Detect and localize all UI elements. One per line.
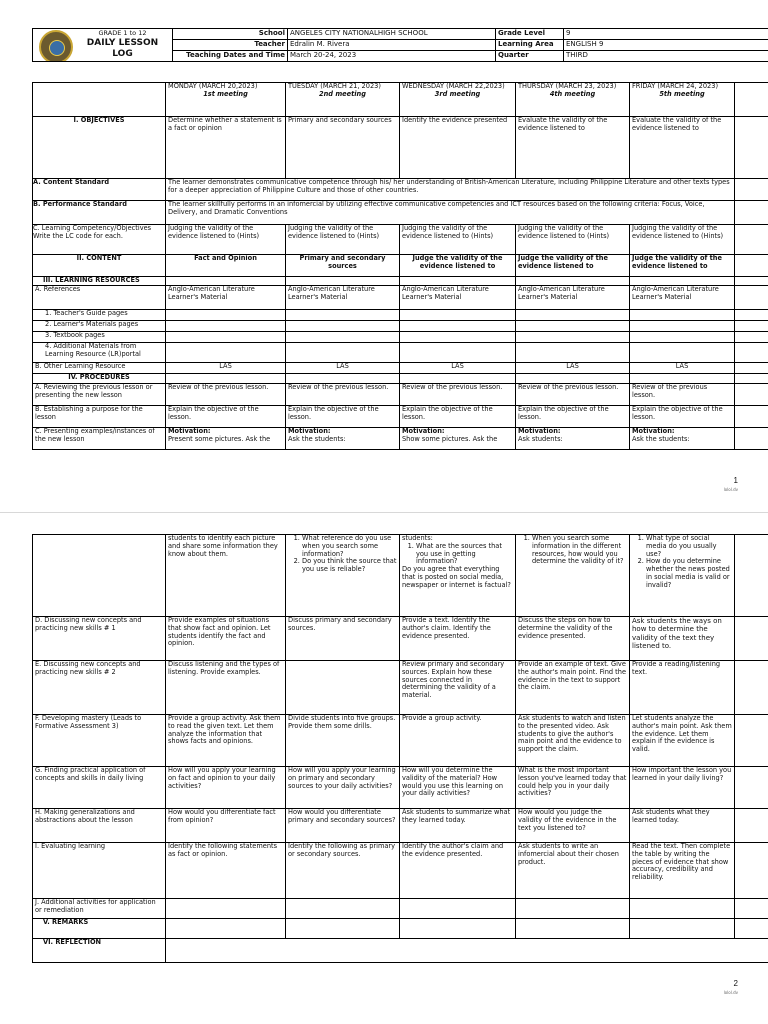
cell: Review of the previous lesson. [286, 384, 400, 406]
am-row [33, 343, 768, 363]
blank-cell [735, 843, 768, 899]
content-standard-text: The learner demonstrates communicative competence through his/ her understanding of British-American Literature, including Philippine Literature and other texts types for a deeper appreciation of Philippine Culture and those of other countries. [166, 179, 735, 201]
list-item: 1. What type of social media do you usually use? [646, 535, 732, 558]
day-date: THURSDAY (MARCH 23, 2023) [518, 82, 617, 90]
cell: Discuss primary and secondary sources. [286, 617, 400, 661]
list-item: 1. What reference do you use when you search some information? [302, 535, 397, 558]
cell: How would you differentiate fact from opinion? [166, 809, 286, 843]
dll-title-2: LOG [112, 49, 133, 59]
cell: Primary and secondary sources [286, 117, 400, 179]
motivation-label: Motivation: [168, 427, 211, 435]
cell: Provide a group activity. Ask them to read the given text. Let them analyze the information that shows facts and opinions. [166, 715, 286, 767]
remarks-label: V. REMARKS [33, 919, 166, 939]
tb-label: 3. Textbook pages [33, 332, 166, 343]
cell: Anglo-American Literature Learner's Material [516, 286, 630, 310]
blank-cell [735, 201, 768, 225]
proc-i-row [33, 843, 768, 899]
cell: Fact and Opinion [166, 255, 286, 277]
motivation-cont-row [33, 535, 768, 617]
cell: Provide a text. Identify the author's claim. Identify the evidence presented. [400, 617, 516, 661]
procedures-row [33, 374, 768, 384]
cell: Provide examples of situations that show fact and opinion. Let students identify the fact and opinion. [166, 617, 286, 661]
proc-e-row [33, 661, 768, 715]
cell: Explain the objective of the lesson. [630, 406, 735, 428]
teacher-label: Teacher [173, 40, 288, 51]
blank-cell [735, 117, 768, 179]
content-standard-label: A. Content Standard [33, 179, 166, 201]
cell [400, 535, 516, 617]
reflection-label: VI. REFLECTION [33, 939, 166, 963]
blank-cell [735, 406, 768, 428]
cell: Judge the validity of the evidence listened to [630, 255, 735, 277]
proc-c-row [33, 428, 768, 450]
meeting-label: 5th meeting [659, 89, 705, 98]
cell: Identify the author's claim and the evidence presented. [400, 843, 516, 899]
cell: Judging the validity of the evidence listened to (Hints) [286, 225, 400, 255]
cell: Judge the validity of the evidence listened to [516, 255, 630, 277]
proc-b-row [33, 406, 768, 428]
blank-cell [735, 286, 768, 310]
blank-cell [735, 255, 768, 277]
tail-text: Do you agree that everything that is posted on social media, newspaper or internet is factual? [402, 565, 511, 589]
list-item: 2. Do you think the source that you use is reliable? [302, 558, 397, 574]
proc-b-label: B. Establishing a purpose for the lesson [33, 406, 166, 428]
cell: Provide an example of text. Give the author's main point. Find the evidence in the text to support the claim. [516, 661, 630, 715]
row-label: D. Discussing new concepts and practicing new skills # 1 [33, 617, 166, 661]
grade-label: GRADE 1 to 12 [98, 29, 147, 37]
competencies-row [33, 225, 768, 255]
cell: Explain the objective of the lesson. [400, 406, 516, 428]
cell [630, 535, 735, 617]
cell: Ask students what they learned today. [630, 809, 735, 843]
school-seal-icon [39, 30, 73, 62]
learning-area-label: Learning Area [496, 40, 564, 51]
meeting-label: 4th meeting [549, 89, 596, 98]
blank-cell [735, 363, 768, 374]
meeting-label: 3rd meeting [434, 89, 481, 98]
list-item: 1. What are the sources that you use in getting information? [416, 543, 513, 566]
cell: How will you determine the validity of the material? How would you use this learning on your daily activities? [400, 767, 516, 809]
motivation-text: Ask students: [518, 434, 563, 443]
cell: Determine whether a statement is a fact or opinion [166, 117, 286, 179]
row-label: I. Evaluating learning [33, 843, 166, 899]
cell: How important the lesson you learned in your daily living? [630, 767, 735, 809]
motivation-label: Motivation: [402, 427, 445, 435]
cell [286, 661, 400, 715]
cell: How will you apply your learning on fact and opinion to your daily activities? [166, 767, 286, 809]
cell [516, 428, 630, 450]
cell: Read the text. Then complete the table by writing the pieces of evidence that show accuracy, credibility and reliability. [630, 843, 735, 899]
row-label: E. Discussing new concepts and practicing new skills # 2 [33, 661, 166, 715]
cell: Review of the previous lesson. [516, 384, 630, 406]
proc-a-label: A. Reviewing the previous lesson or presenting the new lesson [33, 384, 166, 406]
blank-cell [735, 617, 768, 661]
row-label: F. Developing mastery (Leads to Formative Assessment 3) [33, 715, 166, 767]
cell: Review of the previous lesson. [400, 384, 516, 406]
row-label: J. Additional activities for application or remediation [33, 899, 166, 919]
cell: Provide a reading/listening text. [630, 661, 735, 715]
cell [286, 535, 400, 617]
cell: Identify the following statements as fact or opinion. [166, 843, 286, 899]
lm-label: 2. Learner's Materials pages [33, 321, 166, 332]
blank-cell [735, 715, 768, 767]
content-standard-row [33, 179, 768, 201]
proc-g-row [33, 767, 768, 809]
school-label: School [173, 29, 288, 40]
cell [630, 428, 735, 450]
cell: Judging the validity of the evidence listened to (Hints) [166, 225, 286, 255]
lesson-table-1 [32, 82, 768, 450]
cell: LAS [166, 363, 286, 374]
cell: Provide a group activity. [400, 715, 516, 767]
proc-c-label: C. Presenting examples/instances of the new lesson [33, 428, 166, 450]
cell: Identify the evidence presented [400, 117, 516, 179]
cell: LAS [630, 363, 735, 374]
motivation-text: Ask the students: [288, 434, 346, 443]
cell: LAS [286, 363, 400, 374]
cell: How would you differentiate primary and secondary sources? [286, 809, 400, 843]
cell: What is the most important lesson you've learned today that could help you in your daily activities? [516, 767, 630, 809]
cell: Judging the validity of the evidence listened to (Hints) [630, 225, 735, 255]
references-row [33, 286, 768, 310]
cell: How would you judge the validity of the evidence in the text you listened to? [516, 809, 630, 843]
meeting-label: 2nd meeting [319, 89, 366, 98]
day-monday [166, 83, 286, 117]
day-friday [630, 83, 735, 117]
motivation-text: Show some pictures. Ask the [402, 434, 498, 443]
other-resource-label: B. Other Learning Resource [33, 363, 166, 374]
page-2 [0, 512, 768, 1024]
cell: Review of the previous lesson. [166, 384, 286, 406]
proc-d-row [33, 617, 768, 661]
cell: students to identify each picture and share some information they know about them. [166, 535, 286, 617]
proc-j-row [33, 899, 768, 919]
dll-title: DAILY LESSON [86, 38, 159, 48]
cell: Discuss listening and the types of listening. Provide examples. [166, 661, 286, 715]
cell: Anglo-American Literature Learner's Material [630, 286, 735, 310]
school-value: ANGELES CITY NATIONALHIGH SCHOOL [288, 29, 496, 40]
day-wednesday [400, 83, 516, 117]
performance-standard-label: B. Performance Standard [33, 201, 166, 225]
blank-cell [735, 225, 768, 255]
page-number: 1 [733, 476, 738, 485]
cell: Discuss the steps on how to determine the validity of the evidence presented. [516, 617, 630, 661]
tg-label: 1. Teacher's Guide pages [33, 310, 166, 321]
cell: Judging the validity of the evidence listened to (Hints) [400, 225, 516, 255]
content-label: II. CONTENT [33, 255, 166, 277]
day-date: TUESDAY (MARCH 21, 2023) [288, 82, 381, 90]
motivation-text: Ask the students: [632, 434, 690, 443]
proc-f-row [33, 715, 768, 767]
lesson-table-2 [32, 534, 768, 963]
dates-label: Teaching Dates and Time [173, 51, 288, 62]
performance-standard-text: The learner skillfully performs in an infomercial by utilizing effective communicative competencies and ICT resources based on the following criteria: Focus, Voice, Delivery, and Dramatic Conventions [166, 201, 735, 225]
cell: Ask students to summarize what they learned today. [400, 809, 516, 843]
cell [286, 428, 400, 450]
footer-note: lolol.dv [723, 990, 738, 995]
day-tuesday [286, 83, 400, 117]
cell: Primary and secondary sources [286, 255, 400, 277]
proc-a-row [33, 384, 768, 406]
cell: How will you apply your learning on primary and secondary sources to your daily activities? [286, 767, 400, 809]
teacher-value: Edralin M. Rivera [288, 40, 496, 51]
blank-cell [735, 179, 768, 201]
cell: Anglo-American Literature Learner's Material [400, 286, 516, 310]
list-item: 2. How do you determine whether the news posted in social media is valid or invalid? [646, 558, 732, 589]
cell: Anglo-American Literature Learner's Material [286, 286, 400, 310]
motivation-label: Motivation: [632, 427, 675, 435]
cell: Explain the objective of the lesson. [166, 406, 286, 428]
day-date: MONDAY (MARCH 20,2023) [168, 82, 258, 90]
content-row [33, 255, 768, 277]
cell: Ask students to watch and listen to the presented video. Ask students to give the author's main point and the evidence to support the claim. [516, 715, 630, 767]
header-table [32, 28, 768, 62]
cell: Ask students the ways on how to determine the validity of the text they listened to. [630, 617, 735, 661]
blank-cell [735, 428, 768, 450]
cell: Explain the objective of the lesson. [516, 406, 630, 428]
cell: LAS [400, 363, 516, 374]
resources-label: III. LEARNING RESOURCES [33, 277, 166, 286]
cell: Review of the previous lesson. [630, 384, 735, 406]
cell [400, 428, 516, 450]
quarter-value: THIRD [564, 51, 768, 62]
cell [166, 428, 286, 450]
cell [516, 535, 630, 617]
cell: Explain the objective of the lesson. [286, 406, 400, 428]
quarter-label: Quarter [496, 51, 564, 62]
cell: Evaluate the validity of the evidence listened to [630, 117, 735, 179]
resources-row [33, 277, 768, 286]
list-item: 1. When you search some information in the different resources, how would you determine the validity of it? [532, 535, 627, 566]
references-label: A. References [33, 286, 166, 310]
procedures-label: IV. PROCEDURES [33, 374, 166, 384]
blank-cell [735, 535, 768, 617]
competencies-label: C. Learning Competency/Objectives Write the LC code for each. [33, 225, 166, 255]
cell: Let students analyze the author's main point. Ask them the evidence. Let them explain if the evidence is valid. [630, 715, 735, 767]
am-label: 4. Additional Materials from Learning Resource (LR)portal [33, 343, 166, 363]
cell: Judging the validity of the evidence listened to (Hints) [516, 225, 630, 255]
intro-text: students: [402, 534, 433, 542]
lm-row [33, 321, 768, 332]
grade-level-label: Grade Level [496, 29, 564, 40]
blank-cell [33, 535, 166, 617]
day-date: FRIDAY (MARCH 24, 2023) [632, 82, 719, 90]
cell: LAS [516, 363, 630, 374]
motivation-label: Motivation: [518, 427, 561, 435]
motivation-label: Motivation: [288, 427, 331, 435]
cell: Ask students to write an infomercial about their chosen product. [516, 843, 630, 899]
tg-row [33, 310, 768, 321]
header-logo-cell [33, 29, 173, 62]
proc-h-row [33, 809, 768, 843]
blank-cell [166, 939, 768, 963]
day-thursday [516, 83, 630, 117]
tb-row [33, 332, 768, 343]
blank-cell [735, 661, 768, 715]
other-resource-row [33, 363, 768, 374]
blank-cell [735, 767, 768, 809]
day-date: WEDNESDAY (MARCH 22,2023) [402, 82, 505, 90]
row-label: G. Finding practical application of concepts and skills in daily living [33, 767, 166, 809]
blank-cell [735, 809, 768, 843]
dates-value: March 20-24, 2023 [288, 51, 496, 62]
cell: Identify the following as primary or secondary sources. [286, 843, 400, 899]
footer-note: lolol.dv [723, 487, 738, 492]
cell: Divide students into five groups. Provide them some drills. [286, 715, 400, 767]
objectives-row [33, 117, 768, 179]
cell: Anglo-American Literature Learner's Material [166, 286, 286, 310]
motivation-text: Present some pictures. Ask the [168, 434, 271, 443]
days-row [33, 83, 768, 117]
cell: Review primary and secondary sources. Explain how these sources connected in determining the validity of a material. [400, 661, 516, 715]
blank-cell [735, 83, 768, 117]
performance-standard-row [33, 201, 768, 225]
objectives-label: I. OBJECTIVES [33, 117, 166, 179]
cell: Judge the validity of the evidence listened to [400, 255, 516, 277]
cell: Evaluate the validity of the evidence listened to [516, 117, 630, 179]
learning-area-value: ENGLISH 9 [564, 40, 768, 51]
blank-cell [735, 384, 768, 406]
meeting-label: 1st meeting [203, 89, 248, 98]
reflection-row [33, 939, 768, 963]
row-label: H. Making generalizations and abstractions about the lesson [33, 809, 166, 843]
remarks-row [33, 919, 768, 939]
page-number: 2 [733, 979, 738, 988]
grade-level-value: 9 [564, 29, 768, 40]
blank-cell [33, 83, 166, 117]
